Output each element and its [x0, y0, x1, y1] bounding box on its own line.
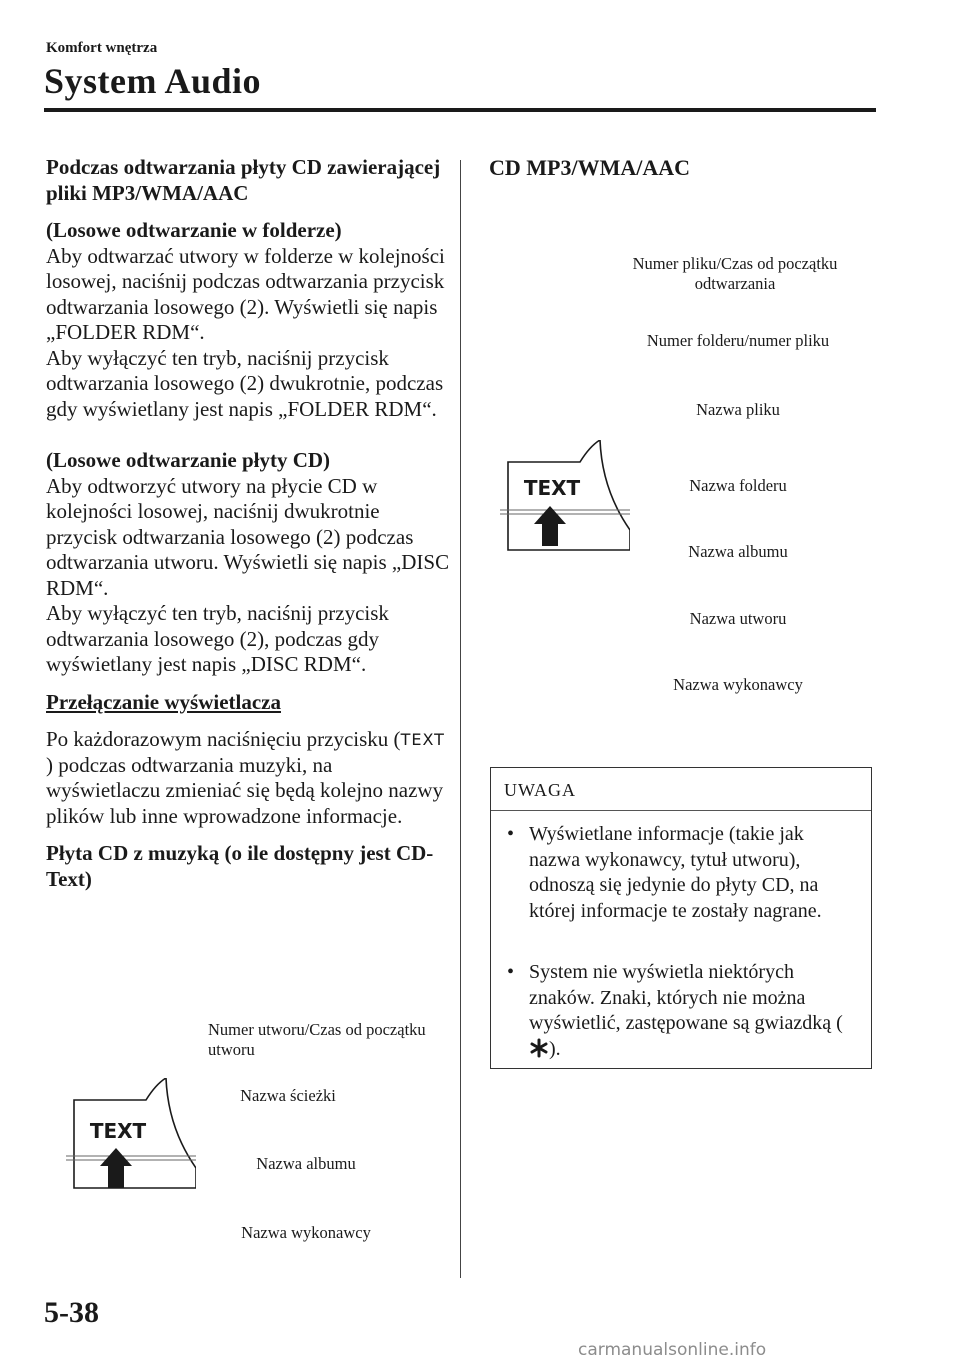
- folder-random-heading: (Losowe odtwarzanie w folderze): [46, 218, 342, 242]
- asterisk-icon: [529, 1038, 549, 1058]
- text-button-icon: TEXT: [400, 730, 445, 749]
- chapter-title: System Audio: [44, 61, 262, 101]
- folder-random-paragraph-1: Aby odtwarzać utwory w folderze w kolejności losowej, naciśnij podczas odtwarzania przycisk odtwarzania losowego (2). Wyświetli się napis „FOLDER RDM“.: [46, 243, 445, 344]
- mp3-text-button-label: TEXT: [523, 476, 581, 500]
- note-item-1: [507, 822, 857, 924]
- mp3-label-1: Numer pliku/Czas od początku odtwarzania: [632, 254, 838, 293]
- note-item-2-before: System nie wyświetla niektórych znaków. Znaki, których nie można wyświetlić, zastępowane są gwiazdką (: [529, 961, 843, 1034]
- disc-random-paragraph-1: Aby odtworzyć utwory na płycie CD w kolejności losowej, naciśnij dwukrotnie przycisk odtwarzania losowego (2) podczas odtwarzania utworu. Wyświetli się napis „DISC RDM“.: [46, 473, 450, 600]
- mp3-label-4: Nazwa folderu: [689, 476, 787, 495]
- left-column: [46, 155, 451, 892]
- note-item-2-text: [529, 960, 857, 1062]
- mp3-label-6: Nazwa utworu: [689, 609, 787, 628]
- cd-text-label-2: Nazwa ścieżki: [240, 1086, 336, 1105]
- note-item-1-text: Wyświetlane informacje (takie jak nazwa wykonawcy, tytuł utworu), odnoszą się jedynie do płyty CD, na której informacje te zostały nagrane.: [529, 823, 822, 922]
- mp3-label-2: Numer folderu/numer pliku: [646, 331, 830, 350]
- cd-text-button-illustration: [66, 1078, 196, 1193]
- bullet-icon: •: [507, 961, 515, 983]
- watermark: carmanualsonline.info: [578, 1340, 767, 1360]
- disc-random-heading: (Losowe odtwarzanie płyty CD): [46, 448, 331, 472]
- mp3-label-3: Nazwa pliku: [696, 400, 780, 419]
- note-title: UWAGA: [504, 780, 576, 800]
- mp3-heading: CD MP3/WMA/AAC: [489, 155, 691, 180]
- bullet-icon: •: [507, 823, 515, 845]
- mp3-playback-heading: Podczas odtwarzania płyty CD zawierającej pliki MP3/WMA/AAC: [46, 155, 441, 205]
- section-label: Komfort wnętrza: [46, 40, 158, 56]
- mp3-arrow-icon: [534, 506, 566, 546]
- cd-text-label-3: Nazwa albumu: [256, 1154, 356, 1173]
- cd-text-button-label: TEXT: [89, 1119, 147, 1143]
- column-divider: [460, 160, 461, 1278]
- note-title-rule: [491, 810, 871, 811]
- cd-text-arrow-icon: [100, 1148, 132, 1188]
- folder-random-paragraph-2: Aby wyłączyć ten tryb, naciśnij przycisk odtwarzania losowego (2) dwukrotnie, podczas gdy wyświetlany jest napis „FOLDER RDM“.: [46, 345, 444, 421]
- note-item-2: [507, 960, 857, 1062]
- note-item-2-after: ).: [549, 1037, 561, 1060]
- display-switch-heading: Przełączanie wyświetlacza: [46, 689, 281, 714]
- header-rule: [44, 108, 876, 112]
- mp3-label-5: Nazwa albumu: [688, 542, 788, 561]
- display-switch-paragraph: [46, 727, 451, 829]
- cd-text-label-4: Nazwa wykonawcy: [241, 1223, 371, 1242]
- display-switch-text-before: Po każdorazowym naciśnięciu przycisku (: [46, 727, 401, 751]
- mp3-label-7: Nazwa wykonawcy: [673, 675, 803, 694]
- cd-text-heading: Płyta CD z muzyką (o ile dostępny jest CD-Text): [46, 841, 434, 891]
- cd-text-label-1: Numer utworu/Czas od początku utworu: [208, 1020, 426, 1059]
- display-switch-text-after: ) podczas odtwarzania muzyki, na wyświetlaczu zmieniać się będą kolejno nazwy plików lub inne wprowadzone informacje.: [46, 752, 444, 828]
- mp3-text-button-illustration: [500, 440, 630, 555]
- page-number: 5-38: [44, 1296, 99, 1329]
- disc-random-paragraph-2: Aby wyłączyć ten tryb, naciśnij przycisk odtwarzania losowego (2), podczas gdy wyświetlany jest napis „DISC RDM“.: [46, 601, 389, 676]
